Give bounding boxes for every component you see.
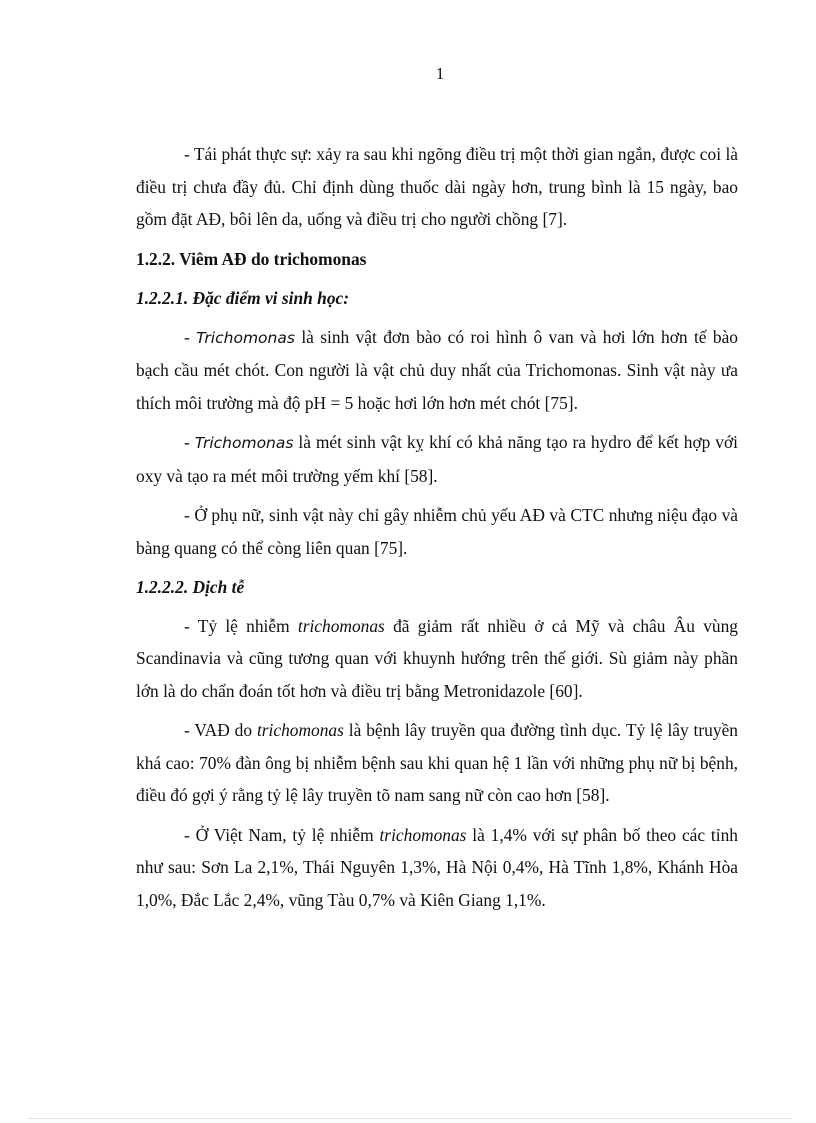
paragraph-vietnam-statistics bbox=[136, 819, 738, 917]
page-number: 1 bbox=[435, 64, 445, 83]
section-heading-1-2-2: 1.2.2. Viêm AĐ do trichomonas bbox=[136, 248, 367, 269]
paragraph-anaerobic bbox=[136, 426, 738, 492]
italic-term: Trichomonas bbox=[194, 434, 294, 452]
paragraph-text: là sinh vật đơn bào có roi hình ô van và hơi lớn hơn tế bào bạch cầu mét chót. Con người là vật chủ duy nhất của Trichomonas. Sinh vật này ưa thích môi trường mà độ pH = 5 hoặc hơi lớn hơn mét chót [75]. bbox=[136, 326, 739, 413]
paragraph-text: là 1,4% với sự phân bố theo các tỉnh như sau: Sơn La 2,1%, Thái Nguyên 1,3%, Hà Nội 0,4%, Hà Tĩnh 1,8%, Khánh Hòa 1,0%, Đắc Lắc 2,4%, vũng Tàu 0,7% và Kiên Giang 1,1%. bbox=[136, 824, 738, 910]
paragraph-text: là mét sinh vật kỵ khí có khả năng tạo ra hydro để kết hợp với oxy và tạo ra mét môi trường yếm khí [58]. bbox=[136, 432, 739, 486]
paragraph-women-infection: - Ở phụ nữ, sinh vật này chỉ gây nhiễm chủ yếu AĐ và CTC nhưng niệu đạo và bàng quang có thể còng liên quan [75]. bbox=[136, 505, 738, 558]
paragraph-prefix: - bbox=[184, 326, 197, 347]
subsection-heading-microbiology: 1.2.2.1. Đặc điểm vi sinh học: bbox=[136, 288, 350, 308]
italic-term: trichomonas bbox=[379, 824, 467, 845]
paragraph-prefix: - VAĐ do bbox=[184, 720, 257, 740]
paragraph-transmission bbox=[136, 714, 738, 812]
paragraph-text: đã giảm rất nhiều ở cả Mỹ và châu Âu vùng Scandinavia và cũng tương quan với khuynh hướng trên thế giới. Sù giảm này phần lớn là do chẩn đoán tốt hơn và điều trị bằng Metronidazole [60]. bbox=[136, 615, 738, 701]
subsection-heading-epidemiology: 1.2.2.2. Dịch tễ bbox=[136, 577, 245, 597]
paragraph-recurrence: - Tái phát thực sự: xảy ra sau khi ngõng điều trị một thời gian ngắn, được coi là điều trị chưa đầy đủ. Chỉ định dùng thuốc dài ngày hơn, trung bình là 15 ngày, bao gồm đặt AĐ, bôi lên da, uống và điều trị cho người chồng [7]. bbox=[136, 144, 738, 229]
italic-term: Trichomonas bbox=[196, 328, 295, 347]
paragraph-trichomonas-description bbox=[136, 321, 738, 420]
paragraph-prefix: - bbox=[184, 432, 195, 452]
page-bottom-divider bbox=[28, 1118, 792, 1119]
paragraph-prefix: - Tỷ lệ nhiễm bbox=[184, 615, 298, 636]
italic-term: trichomonas bbox=[256, 720, 344, 740]
paragraph-text: là bệnh lây truyền qua đường tình dục. Tỷ lệ lây truyền khá cao: 70% đàn ông bị nhiễm bệnh sau khi quan hệ 1 lần với những phụ nữ bị bệnh, điều đó gợi ý rằng tỷ lệ lây truyền tõ nam sang nữ còn cao hơn [58]. bbox=[136, 720, 738, 805]
paragraph-prefix: - Ở Việt Nam, tỷ lệ nhiễm bbox=[184, 824, 380, 845]
paragraph-infection-rate bbox=[136, 610, 738, 708]
italic-term: trichomonas bbox=[297, 615, 385, 636]
document-body bbox=[136, 138, 738, 923]
